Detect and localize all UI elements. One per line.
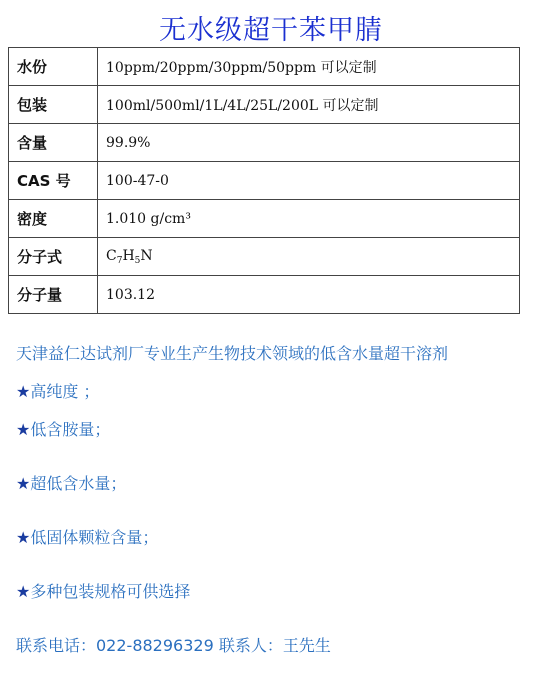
- row-label: CAS 号: [9, 162, 98, 200]
- page-title: 无水级超干苯甲腈: [159, 15, 383, 46]
- formula-h-sub: 5: [134, 255, 141, 266]
- row-label: 水份: [9, 48, 98, 86]
- feature-item: [16, 579, 190, 602]
- table-row: [9, 162, 520, 200]
- star-icon: ★: [16, 420, 31, 439]
- feature-item: [16, 379, 99, 402]
- table-row: [9, 48, 520, 86]
- feature-item: [16, 417, 110, 440]
- contact-info: 联系电话：022-88296329 联系人：王先生: [16, 636, 331, 655]
- table-row: [9, 200, 520, 238]
- spec-table: [8, 47, 520, 314]
- table-row: [9, 86, 520, 124]
- row-value: 103.12: [98, 276, 520, 314]
- row-value: 100ml/500ml/1L/4L/25L/200L 可以定制: [98, 86, 520, 124]
- feature-text: 多种包装规格可供选择: [30, 582, 191, 601]
- intro-text: 天津益仁达试剂厂专业生产生物技术领域的低含水量超干溶剂: [16, 344, 449, 363]
- star-icon: ★: [16, 474, 31, 493]
- star-icon: ★: [16, 528, 31, 547]
- star-icon: ★: [16, 382, 31, 401]
- table-row: [9, 124, 520, 162]
- row-value: 100-47-0: [98, 162, 520, 200]
- feature-text: 低固体颗粒含量；: [30, 528, 159, 547]
- row-label: 分子量: [9, 276, 98, 314]
- feature-text: 高纯度 ；: [30, 382, 100, 401]
- formula-c-sub: 7: [116, 255, 123, 266]
- row-label: 包装: [9, 86, 98, 124]
- table-row: [9, 238, 520, 276]
- formula-n: N: [140, 247, 153, 264]
- row-label: 分子式: [9, 238, 98, 276]
- formula-c: C: [106, 247, 117, 264]
- feature-item: [16, 471, 126, 494]
- row-value: 10ppm/20ppm/30ppm/50ppm 可以定制: [98, 48, 520, 86]
- row-label: 含量: [9, 124, 98, 162]
- feature-text: 低含胺量；: [30, 420, 111, 439]
- feature-text: 超低含水量；: [30, 474, 127, 493]
- formula-h: H: [122, 247, 135, 264]
- molecular-formula: [98, 238, 520, 276]
- star-icon: ★: [16, 582, 31, 601]
- feature-item: [16, 525, 158, 548]
- row-value: 99.9%: [98, 124, 520, 162]
- table-row: [9, 276, 520, 314]
- row-value: 1.010 g/cm³: [98, 200, 520, 238]
- row-label: 密度: [9, 200, 98, 238]
